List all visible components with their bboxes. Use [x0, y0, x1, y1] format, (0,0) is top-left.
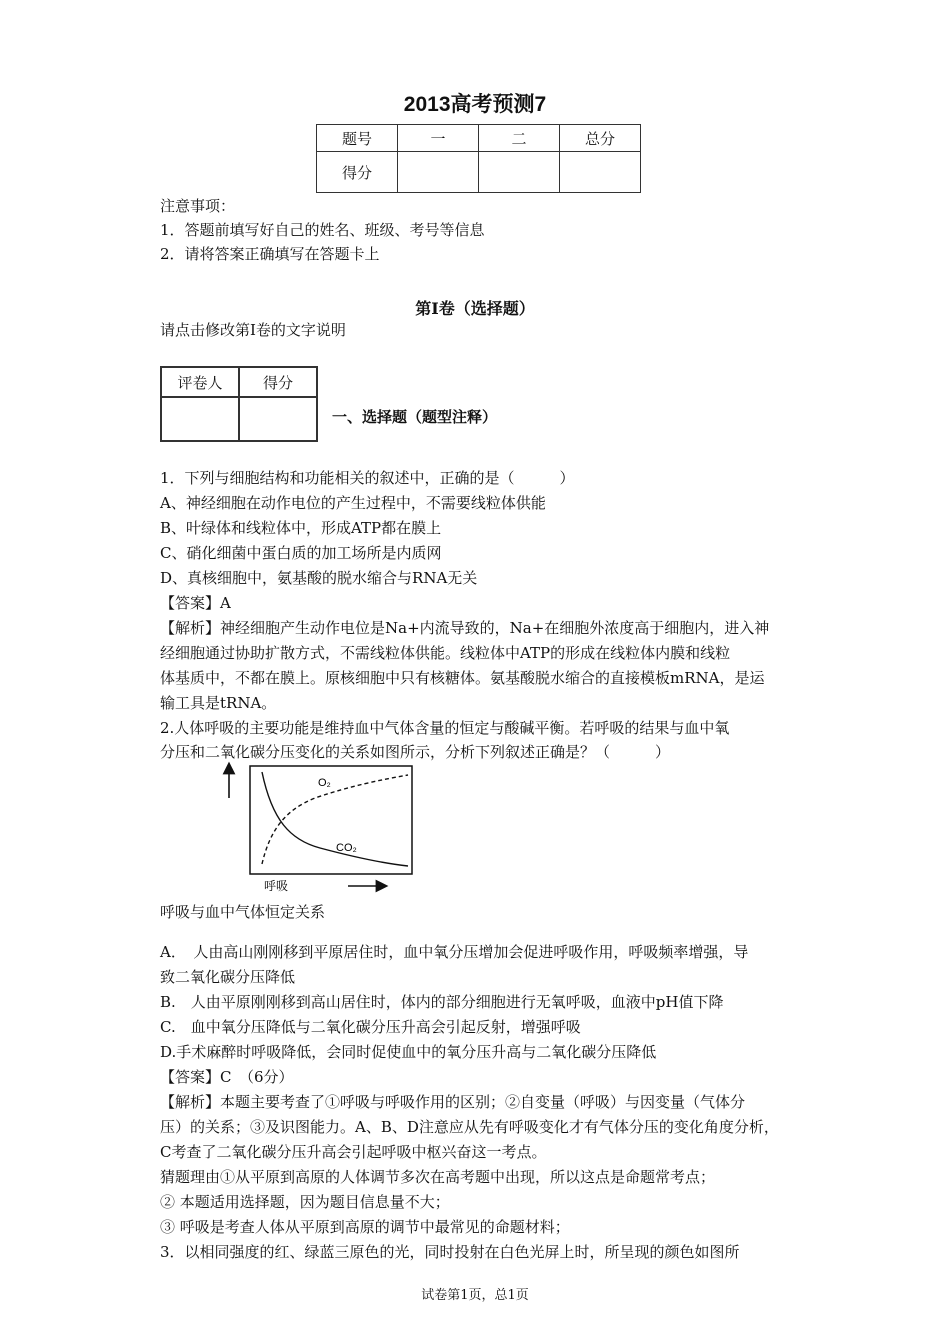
analysis-line: ③ 呼吸是考查人体从平原到高原的调节中最常见的命题材料； — [160, 1218, 570, 1236]
notice-heading: 注意事项： — [160, 197, 236, 215]
question-stem: 2.人体呼吸的主要功能是维持血中气体含量的恒定与酸碱平衡。若呼吸的结果与血中氧 — [160, 719, 730, 737]
analysis-line: ② 本题适用选择题，因为题目信息量不大； — [160, 1193, 450, 1211]
analysis-line: 【解析】神经细胞产生动作电位是Na+内流导致的，Na+在细胞外浓度高于细胞内，进入神 — [160, 619, 770, 637]
score-header-cell: 一 — [398, 125, 479, 152]
analysis-line: 压）的关系；③及识图能力。A、B、D注意应从先有呼吸变化才有气体分压的变化角度分析， — [160, 1118, 779, 1136]
analysis-line: C考查了二氧化碳分压升高会引起呼吸中枢兴奋这一考点。 — [160, 1143, 547, 1161]
co2-label: CO₂ — [336, 842, 357, 854]
score-header-cell: 总分 — [560, 125, 641, 152]
grader-header-cell: 得分 — [239, 367, 317, 397]
analysis-line: 猜题理由①从平原到高原的人体调节多次在高考题中出现，所以这点是命题常考点； — [160, 1168, 716, 1186]
score-cell — [479, 152, 560, 193]
plot-frame — [250, 766, 412, 874]
analysis-line: 【解析】本题主要考查了①呼吸与呼吸作用的区别；②自变量（呼吸）与因变量（气体分 — [160, 1093, 746, 1111]
grader-cell — [161, 397, 239, 441]
score-cell — [398, 152, 479, 193]
score-header-cell: 二 — [479, 125, 560, 152]
notice-item: 2．请将答案正确填写在答题卡上 — [160, 245, 380, 263]
question-option: B. 人由平原刚刚移到高山居住时，体内的部分细胞进行无氧呼吸，血液中pH值下降 — [160, 993, 724, 1011]
volume-title: 第I卷（选择题） — [415, 299, 535, 318]
analysis-line: 体基质中，不都在膜上。原核细胞中只有核糖体。氨基酸脱水缩合的直接模板mRNA，是运 — [160, 669, 765, 687]
question-stem: 1．下列与细胞结构和功能相关的叙述中，正确的是（ ） — [160, 469, 575, 487]
section-title: 一、选择题（题型注释） — [332, 408, 498, 426]
analysis-line: 输工具是tRNA。 — [160, 694, 277, 712]
question-option: A、神经细胞在动作电位的产生过程中，不需要线粒体供能 — [160, 494, 546, 512]
x-axis-label: 呼吸 — [264, 879, 289, 893]
answer-text: 【答案】A — [160, 594, 231, 612]
score-header-cell: 题号 — [317, 125, 398, 152]
answer-text: 【答案】C （6分） — [160, 1068, 294, 1086]
figure-caption: 呼吸与血中气体恒定关系 — [160, 903, 326, 921]
page-footer: 试卷第1页，总1页 — [421, 1288, 529, 1303]
analysis-line: 经细胞通过协助扩散方式，不需线粒体供能。线粒体中ATP的形成在线粒体内膜和线粒 — [160, 644, 731, 662]
question-stem: 3．以相同强度的红、绿蓝三原色的光，同时投射在白色光屏上时，所呈现的颜色如图所 — [160, 1243, 740, 1261]
o2-label: O₂ — [318, 777, 331, 789]
page-title: 2013高考预测7 — [403, 93, 547, 116]
question-option: D.手术麻醉时呼吸降低，会同时促使血中的氧分压升高与二氧化碳分压降低 — [160, 1043, 657, 1061]
volume-description: 请点击修改第I卷的文字说明 — [160, 321, 346, 339]
score-cell — [560, 152, 641, 193]
o2-curve — [262, 775, 408, 864]
score-row-label: 得分 — [317, 152, 398, 193]
question-option: C、硝化细菌中蛋白质的加工场所是内质网 — [160, 544, 442, 562]
question-option: 致二氧化碳分压降低 — [160, 968, 296, 986]
grader-table — [160, 366, 318, 442]
question-stem: 分压和二氧化碳分压变化的关系如图所示，分析下列叙述正确是？（ ） — [160, 743, 671, 761]
score-table — [316, 124, 641, 193]
question-option: C. 血中氧分压降低与二氧化碳分压升高会引起反射，增强呼吸 — [160, 1018, 581, 1036]
grader-cell — [239, 397, 317, 441]
question-option: D、真核细胞中，氨基酸的脱水缩合与RNA无关 — [160, 569, 478, 587]
question-option: B、叶绿体和线粒体中，形成ATP都在膜上 — [160, 519, 442, 537]
grader-header-cell: 评卷人 — [161, 367, 239, 397]
respiration-figure — [210, 760, 420, 900]
question-option: A． 人由高山刚刚移到平原居住时，血中氧分压增加会促进呼吸作用，呼吸频率增强，导 — [160, 943, 749, 961]
notice-item: 1．答题前填写好自己的姓名、班级、考号等信息 — [160, 221, 485, 239]
